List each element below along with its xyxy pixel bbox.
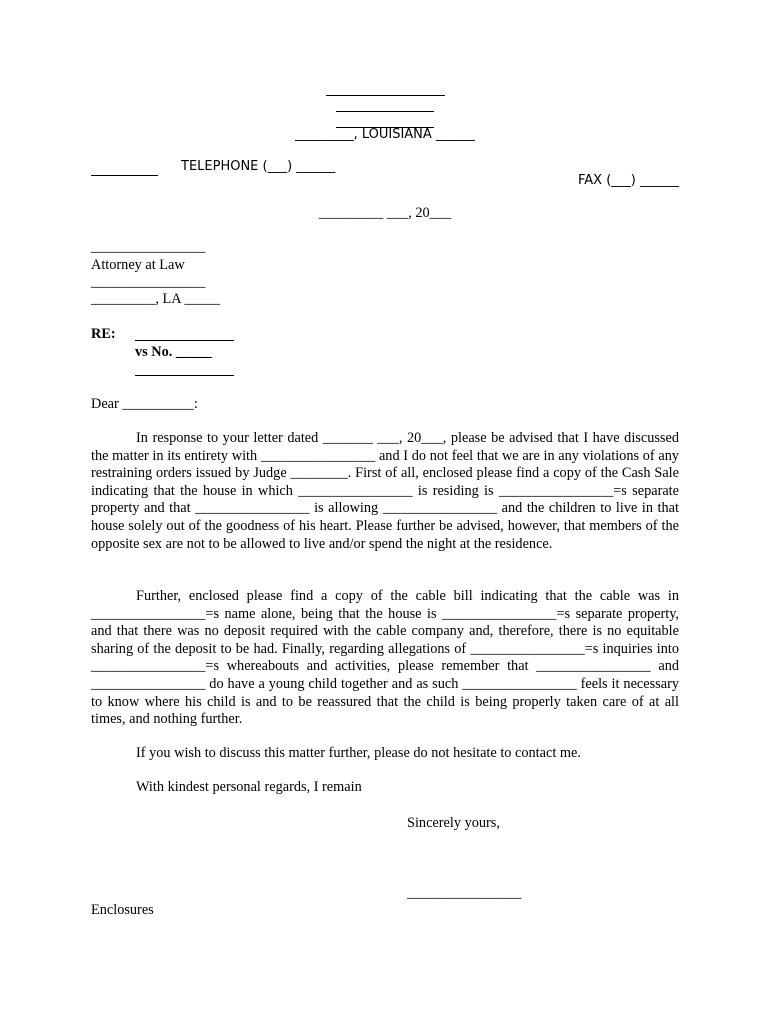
letterhead-name-rule — [326, 95, 445, 96]
recipient-title: Attorney at Law — [91, 257, 185, 273]
letterhead-left-rule — [91, 175, 158, 176]
letterhead-telephone: TELEPHONE (___) ______ — [181, 159, 336, 174]
enclosures: Enclosures — [91, 902, 154, 918]
re-label: RE: — [91, 326, 116, 342]
letterhead-address-rule — [336, 111, 434, 112]
body-paragraph-3: If you wish to discuss this matter further, please do not hesitate to contact me. — [136, 745, 581, 761]
body-paragraph-2 — [91, 588, 679, 729]
letterhead-fax: FAX (___) ______ — [578, 173, 679, 188]
closing-sincerely: Sincerely yours, — [407, 815, 500, 831]
salutation: Dear __________: — [91, 396, 198, 412]
re-case-line: vs No. _____ — [135, 344, 212, 360]
recipient-name: ________________ — [91, 239, 206, 255]
body-paragraph-1-text: In response to your letter dated _______ ___, 20___, please be advised that I have discussed the matter in its entirety with ________________ and I do not feel that we are in any violations of any restraining orders issued by Judge ________. First of all, enclosed please find a copy of the Cash Sale indicating that the house in which ________________ is residing is ________________=s separate property and that ________________ is allowing ________________ and the children to live in that house solely out of the goodness of his heart. Please further be advised, however, that members of the opposite sex are not to be allowed to live and/or spend the night at the residence. — [91, 430, 679, 552]
re-party-rule — [135, 340, 234, 341]
re-party2-rule — [135, 375, 234, 376]
recipient-city: _________, LA _____ — [91, 291, 221, 307]
body-paragraph-1 — [91, 430, 679, 553]
recipient-address: ________________ — [91, 274, 206, 290]
body-paragraph-2-text: Further, enclosed please find a copy of the cable bill indicating that the cable was in ________________=s name alone, being that the house is ________________=s separate property, and that there was no deposit required with the cable company and, therefore, there is no equitable sharing of the deposit to be had. Finally, regarding allegations of ________________=s inquiries into ________________=s whereabouts and activities, please remember that ________________ and ________________ do have a young child together and as such ________________ feels it necessary to know where his child is and to be reassured that the child is being properly taken care of at all times, and nothing further. — [91, 588, 679, 728]
date-line: _________ ___, 20___ — [318, 205, 452, 221]
signature-line: ________________ — [407, 885, 522, 901]
body-paragraph-4: With kindest personal regards, I remain — [136, 779, 362, 795]
letterhead-city-state: _________, LOUISIANA ______ — [295, 127, 475, 142]
